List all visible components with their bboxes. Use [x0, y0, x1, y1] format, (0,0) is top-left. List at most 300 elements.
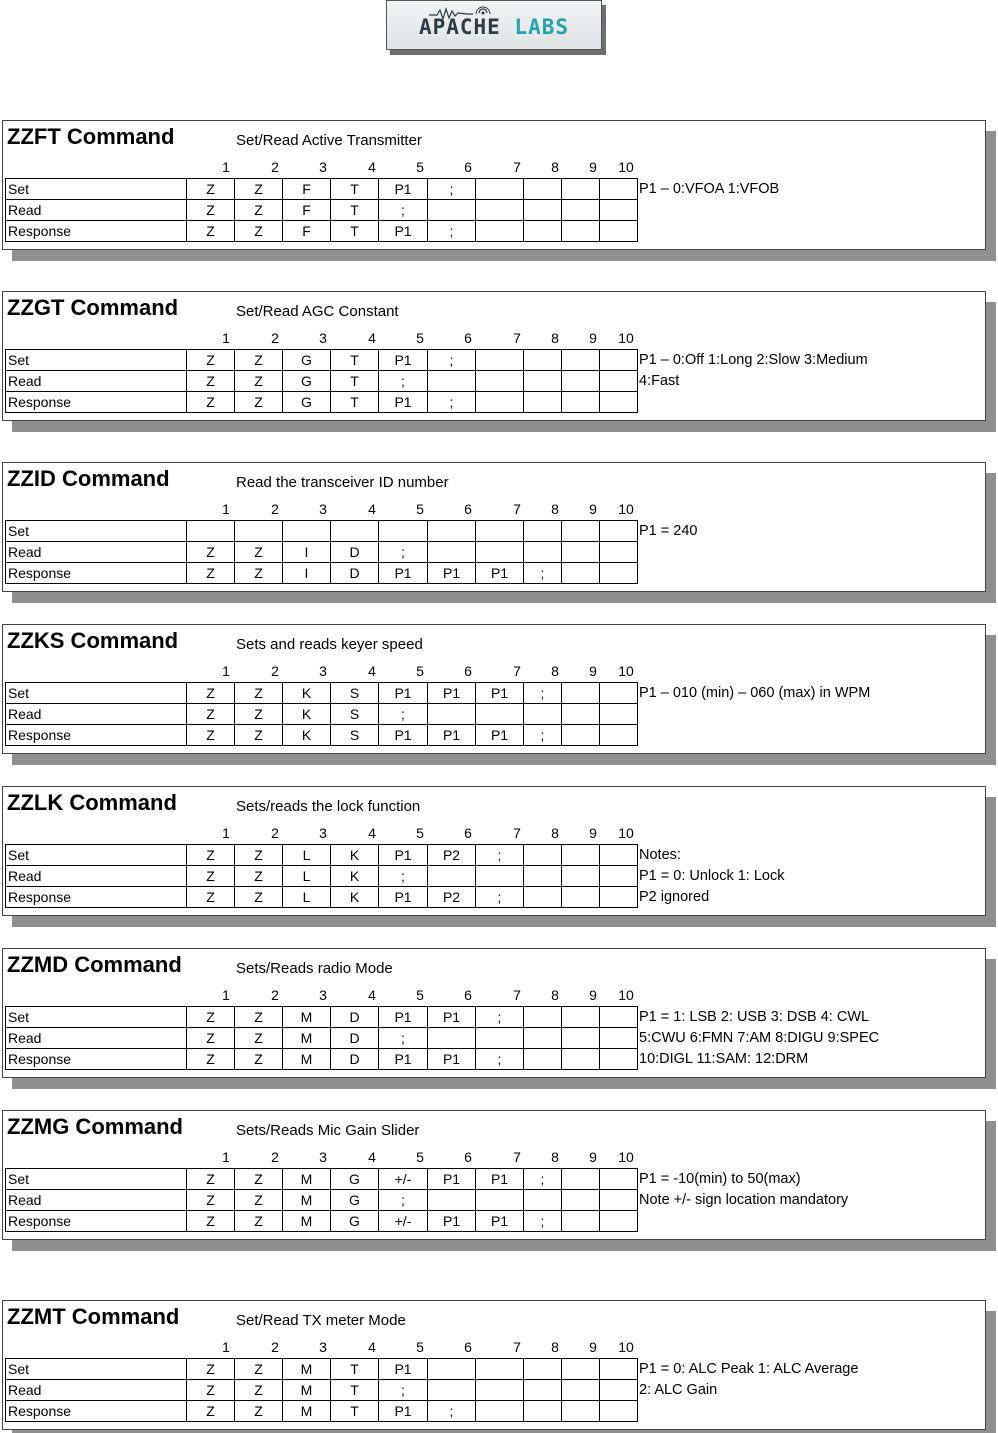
table-cell [476, 866, 524, 887]
table-cell: T [331, 1401, 379, 1422]
table-cell [562, 392, 600, 413]
table-cell: Z [187, 179, 235, 200]
table-cell: P2 [428, 845, 476, 866]
table-cell: G [283, 371, 331, 392]
table-cell: S [331, 704, 379, 725]
table-cell: D [331, 542, 379, 563]
row-label: Set [6, 1007, 187, 1028]
table-cell: ; [379, 542, 428, 563]
command-description: Read the transceiver ID number [236, 474, 449, 491]
row-label: Read [6, 1190, 187, 1211]
table-cell [600, 221, 638, 242]
note-line: P1 = 0: Unlock 1: Lock [639, 868, 785, 884]
row-label: Read [6, 542, 187, 563]
note-line: 5:CWU 6:FMN 7:AM 8:DIGU 9:SPEC [639, 1030, 880, 1046]
table-cell: ; [476, 1007, 524, 1028]
note-line: 4:Fast [639, 373, 680, 389]
column-number: 7 [513, 1339, 521, 1355]
column-number: 8 [551, 1149, 559, 1165]
logo-labs-text: LABS [514, 15, 570, 39]
command-notes [639, 1359, 939, 1401]
table-cell [524, 1049, 562, 1070]
table-cell: ; [379, 1190, 428, 1211]
table-cell: ; [379, 371, 428, 392]
note-line: 2: ALC Gain [639, 1382, 718, 1398]
column-number: 2 [271, 825, 279, 841]
apache-labs-logo [386, 0, 602, 50]
table-row [6, 392, 638, 413]
table-cell [562, 1190, 600, 1211]
table-cell: F [283, 179, 331, 200]
table-cell: Z [187, 200, 235, 221]
row-label: Response [6, 725, 187, 746]
column-number: 4 [368, 1149, 376, 1165]
table-cell: Z [235, 1401, 283, 1422]
table-cell [476, 350, 524, 371]
table-cell [562, 1169, 600, 1190]
column-number: 2 [271, 1339, 279, 1355]
table-cell: I [283, 563, 331, 584]
column-number: 9 [589, 159, 597, 175]
column-number: 5 [416, 1149, 424, 1165]
row-label: Set [6, 683, 187, 704]
table-cell: P1 [428, 1049, 476, 1070]
table-cell [600, 371, 638, 392]
command-block [2, 1300, 986, 1430]
column-number: 1 [222, 663, 230, 679]
table-cell: Z [235, 1211, 283, 1232]
column-number: 1 [222, 1339, 230, 1355]
column-number: 10 [618, 1149, 634, 1165]
table-cell: P1 [476, 725, 524, 746]
command-notes [639, 845, 939, 908]
command-notes [639, 1007, 939, 1070]
note-line: P1 = 240 [639, 523, 698, 539]
table-row [6, 704, 638, 725]
table-cell [428, 1359, 476, 1380]
note-line: Notes: [639, 847, 681, 863]
table-cell [428, 1190, 476, 1211]
column-number: 8 [551, 825, 559, 841]
column-number: 4 [368, 825, 376, 841]
table-cell: K [331, 866, 379, 887]
table-row [6, 1359, 638, 1380]
column-number: 10 [618, 663, 634, 679]
table-cell: K [331, 845, 379, 866]
table-cell: Z [187, 1049, 235, 1070]
table-cell: Z [187, 350, 235, 371]
column-number: 10 [618, 1339, 634, 1355]
table-cell: G [283, 350, 331, 371]
column-number: 4 [368, 330, 376, 346]
table-cell: G [331, 1211, 379, 1232]
column-number: 5 [416, 330, 424, 346]
table-cell: Z [235, 350, 283, 371]
table-cell: P1 [476, 1169, 524, 1190]
column-number: 5 [416, 1339, 424, 1355]
table-cell [562, 1211, 600, 1232]
table-cell [476, 521, 524, 542]
table-cell: P1 [428, 725, 476, 746]
column-number: 6 [464, 825, 472, 841]
command-table [5, 1168, 638, 1232]
command-block [2, 462, 986, 592]
table-cell: Z [187, 866, 235, 887]
table-cell [428, 704, 476, 725]
command-description: Set/Read TX meter Mode [236, 1312, 406, 1329]
note-line: P1 = -10(min) to 50(max) [639, 1171, 801, 1187]
table-cell: M [283, 1169, 331, 1190]
column-number: 6 [464, 987, 472, 1003]
column-number: 3 [319, 159, 327, 175]
table-cell: Z [187, 1211, 235, 1232]
column-number: 10 [618, 825, 634, 841]
table-cell: Z [187, 221, 235, 242]
table-row [6, 221, 638, 242]
table-cell [600, 200, 638, 221]
table-cell [428, 521, 476, 542]
table-cell: P1 [379, 350, 428, 371]
table-cell: F [283, 200, 331, 221]
table-cell: Z [187, 845, 235, 866]
table-cell [600, 1028, 638, 1049]
table-cell: Z [187, 371, 235, 392]
column-number: 3 [319, 501, 327, 517]
command-description: Sets/Reads Mic Gain Slider [236, 1122, 420, 1139]
table-cell: T [331, 1359, 379, 1380]
table-cell [600, 704, 638, 725]
command-block [2, 624, 986, 754]
table-cell: P1 [428, 683, 476, 704]
command-block [2, 120, 986, 250]
column-number: 7 [513, 663, 521, 679]
table-cell: ; [379, 866, 428, 887]
table-cell: Z [187, 1380, 235, 1401]
column-number: 2 [271, 159, 279, 175]
table-row [6, 371, 638, 392]
table-cell: K [283, 725, 331, 746]
table-cell: Z [235, 563, 283, 584]
table-cell: ; [428, 1401, 476, 1422]
command-title: ZZMD Command [7, 952, 182, 977]
command-notes [639, 521, 939, 542]
table-cell: T [331, 371, 379, 392]
table-cell [524, 1028, 562, 1049]
table-cell: K [331, 887, 379, 908]
column-number: 4 [368, 987, 376, 1003]
command-notes [639, 1169, 939, 1211]
table-cell: Z [187, 1169, 235, 1190]
column-number: 8 [551, 1339, 559, 1355]
table-cell [600, 887, 638, 908]
table-cell [562, 845, 600, 866]
table-cell: M [283, 1401, 331, 1422]
table-cell: P1 [379, 887, 428, 908]
table-cell [476, 542, 524, 563]
table-cell [524, 179, 562, 200]
column-number: 4 [368, 501, 376, 517]
command-table [5, 178, 638, 242]
command-notes [639, 350, 939, 392]
table-cell: P1 [476, 683, 524, 704]
table-row [6, 683, 638, 704]
column-number: 9 [589, 825, 597, 841]
table-cell: Z [235, 725, 283, 746]
table-cell: +/- [379, 1169, 428, 1190]
table-cell [600, 179, 638, 200]
table-cell: Z [187, 887, 235, 908]
table-row [6, 1380, 638, 1401]
table-cell: D [331, 1028, 379, 1049]
row-label: Response [6, 1211, 187, 1232]
table-cell: P2 [428, 887, 476, 908]
table-cell: T [331, 1380, 379, 1401]
table-row [6, 1007, 638, 1028]
column-number: 6 [464, 1339, 472, 1355]
table-cell [476, 221, 524, 242]
table-cell [524, 887, 562, 908]
table-cell [428, 1028, 476, 1049]
table-row [6, 725, 638, 746]
table-cell: Z [187, 725, 235, 746]
command-title: ZZID Command [7, 466, 170, 491]
row-label: Read [6, 866, 187, 887]
note-line: P1 – 0:Off 1:Long 2:Slow 3:Medium [639, 352, 868, 368]
table-cell: ; [524, 1169, 562, 1190]
column-number: 2 [271, 501, 279, 517]
table-cell: Z [235, 1380, 283, 1401]
table-cell: P1 [379, 221, 428, 242]
table-cell [600, 683, 638, 704]
table-cell: T [331, 179, 379, 200]
column-number: 9 [589, 1339, 597, 1355]
column-number: 10 [618, 159, 634, 175]
table-cell [524, 1190, 562, 1211]
table-cell [600, 1211, 638, 1232]
table-cell: G [331, 1169, 379, 1190]
table-cell [562, 521, 600, 542]
column-number: 6 [464, 663, 472, 679]
row-label: Set [6, 521, 187, 542]
table-cell: Z [187, 392, 235, 413]
table-cell: P1 [379, 1359, 428, 1380]
table-cell: G [331, 1190, 379, 1211]
column-number: 6 [464, 159, 472, 175]
row-label: Set [6, 1359, 187, 1380]
note-line: P1 – 010 (min) – 060 (max) in WPM [639, 685, 871, 701]
column-number: 4 [368, 663, 376, 679]
table-cell: S [331, 725, 379, 746]
table-cell [524, 371, 562, 392]
column-number: 10 [618, 987, 634, 1003]
table-row [6, 845, 638, 866]
table-cell: Z [187, 704, 235, 725]
table-row [6, 1190, 638, 1211]
table-cell: Z [187, 1028, 235, 1049]
row-label: Set [6, 845, 187, 866]
command-description: Set/Read Active Transmitter [236, 132, 422, 149]
table-cell: L [283, 845, 331, 866]
table-cell: Z [235, 1028, 283, 1049]
table-cell: M [283, 1190, 331, 1211]
table-cell [476, 1190, 524, 1211]
table-cell [600, 392, 638, 413]
table-cell [476, 1401, 524, 1422]
column-number: 9 [589, 330, 597, 346]
table-cell: T [331, 392, 379, 413]
column-number: 1 [222, 1149, 230, 1165]
row-label: Set [6, 1169, 187, 1190]
table-cell: P1 [379, 725, 428, 746]
table-cell: Z [235, 845, 283, 866]
table-cell [428, 542, 476, 563]
command-title: ZZLK Command [7, 790, 177, 815]
row-label: Response [6, 1049, 187, 1070]
table-cell: ; [428, 179, 476, 200]
table-cell: M [283, 1359, 331, 1380]
table-row [6, 563, 638, 584]
table-cell: S [331, 683, 379, 704]
row-label: Read [6, 200, 187, 221]
table-row [6, 350, 638, 371]
table-cell [600, 563, 638, 584]
table-cell: F [283, 221, 331, 242]
logo-text [387, 15, 601, 39]
note-line: P2 ignored [639, 889, 710, 905]
table-cell: D [331, 563, 379, 584]
table-cell: ; [428, 221, 476, 242]
table-row [6, 1049, 638, 1070]
column-number: 7 [513, 1149, 521, 1165]
table-cell: G [283, 392, 331, 413]
column-number: 3 [319, 1339, 327, 1355]
command-table [5, 1358, 638, 1422]
table-cell [562, 179, 600, 200]
command-title: ZZKS Command [7, 628, 179, 653]
column-number: 2 [271, 330, 279, 346]
table-cell [428, 200, 476, 221]
table-cell: Z [187, 1359, 235, 1380]
command-notes [639, 683, 939, 704]
table-cell [562, 1380, 600, 1401]
table-cell: D [331, 1049, 379, 1070]
table-cell: P1 [379, 845, 428, 866]
note-line: Note +/- sign location mandatory [639, 1192, 849, 1208]
command-table [5, 844, 638, 908]
table-cell [600, 350, 638, 371]
table-cell [524, 866, 562, 887]
column-number: 1 [222, 330, 230, 346]
column-number: 3 [319, 987, 327, 1003]
table-cell [476, 1380, 524, 1401]
table-cell [524, 350, 562, 371]
command-block [2, 1110, 986, 1240]
command-table [5, 520, 638, 584]
table-row [6, 200, 638, 221]
table-cell [524, 1401, 562, 1422]
column-number: 8 [551, 330, 559, 346]
table-cell [476, 371, 524, 392]
table-cell: Z [235, 866, 283, 887]
table-cell [562, 887, 600, 908]
table-cell: P1 [428, 1169, 476, 1190]
row-label: Response [6, 392, 187, 413]
command-block [2, 291, 986, 421]
table-cell [600, 725, 638, 746]
table-cell [600, 1359, 638, 1380]
table-cell [562, 1007, 600, 1028]
table-row [6, 887, 638, 908]
table-cell [600, 866, 638, 887]
column-number: 4 [368, 1339, 376, 1355]
table-cell: P1 [379, 683, 428, 704]
table-cell [600, 1380, 638, 1401]
command-description: Sets/reads the lock function [236, 798, 421, 815]
table-cell [562, 350, 600, 371]
column-number: 9 [589, 501, 597, 517]
column-number: 9 [589, 1149, 597, 1165]
command-table [5, 1006, 638, 1070]
table-cell [476, 392, 524, 413]
table-row [6, 179, 638, 200]
table-cell [562, 563, 600, 584]
table-cell [524, 521, 562, 542]
table-cell [524, 200, 562, 221]
column-number: 7 [513, 330, 521, 346]
table-cell: P1 [379, 179, 428, 200]
column-number: 8 [551, 987, 559, 1003]
table-cell [524, 1007, 562, 1028]
table-cell: P1 [476, 563, 524, 584]
table-cell: +/- [379, 1211, 428, 1232]
table-cell: Z [235, 371, 283, 392]
table-cell [331, 521, 379, 542]
table-cell [476, 704, 524, 725]
row-label: Response [6, 1401, 187, 1422]
table-cell: M [283, 1380, 331, 1401]
column-number: 3 [319, 663, 327, 679]
column-number: 6 [464, 1149, 472, 1165]
table-cell: ; [524, 563, 562, 584]
row-label: Read [6, 1028, 187, 1049]
table-cell: D [331, 1007, 379, 1028]
column-number: 7 [513, 501, 521, 517]
table-cell [562, 725, 600, 746]
command-block [2, 948, 986, 1078]
column-number: 3 [319, 825, 327, 841]
column-number: 5 [416, 987, 424, 1003]
table-cell [562, 542, 600, 563]
note-line: P1 = 0: ALC Peak 1: ALC Average [639, 1361, 859, 1377]
table-cell: P1 [379, 1049, 428, 1070]
table-cell: Z [235, 1190, 283, 1211]
table-cell: ; [428, 392, 476, 413]
table-cell [600, 521, 638, 542]
column-number: 7 [513, 159, 521, 175]
table-cell [524, 221, 562, 242]
table-cell [524, 542, 562, 563]
table-cell: ; [476, 1049, 524, 1070]
table-cell: ; [524, 683, 562, 704]
table-cell [524, 1380, 562, 1401]
table-cell: ; [476, 887, 524, 908]
column-number: 7 [513, 825, 521, 841]
table-cell [600, 1007, 638, 1028]
table-cell [600, 1190, 638, 1211]
table-cell: Z [187, 1190, 235, 1211]
column-number: 10 [618, 501, 634, 517]
table-cell: M [283, 1028, 331, 1049]
